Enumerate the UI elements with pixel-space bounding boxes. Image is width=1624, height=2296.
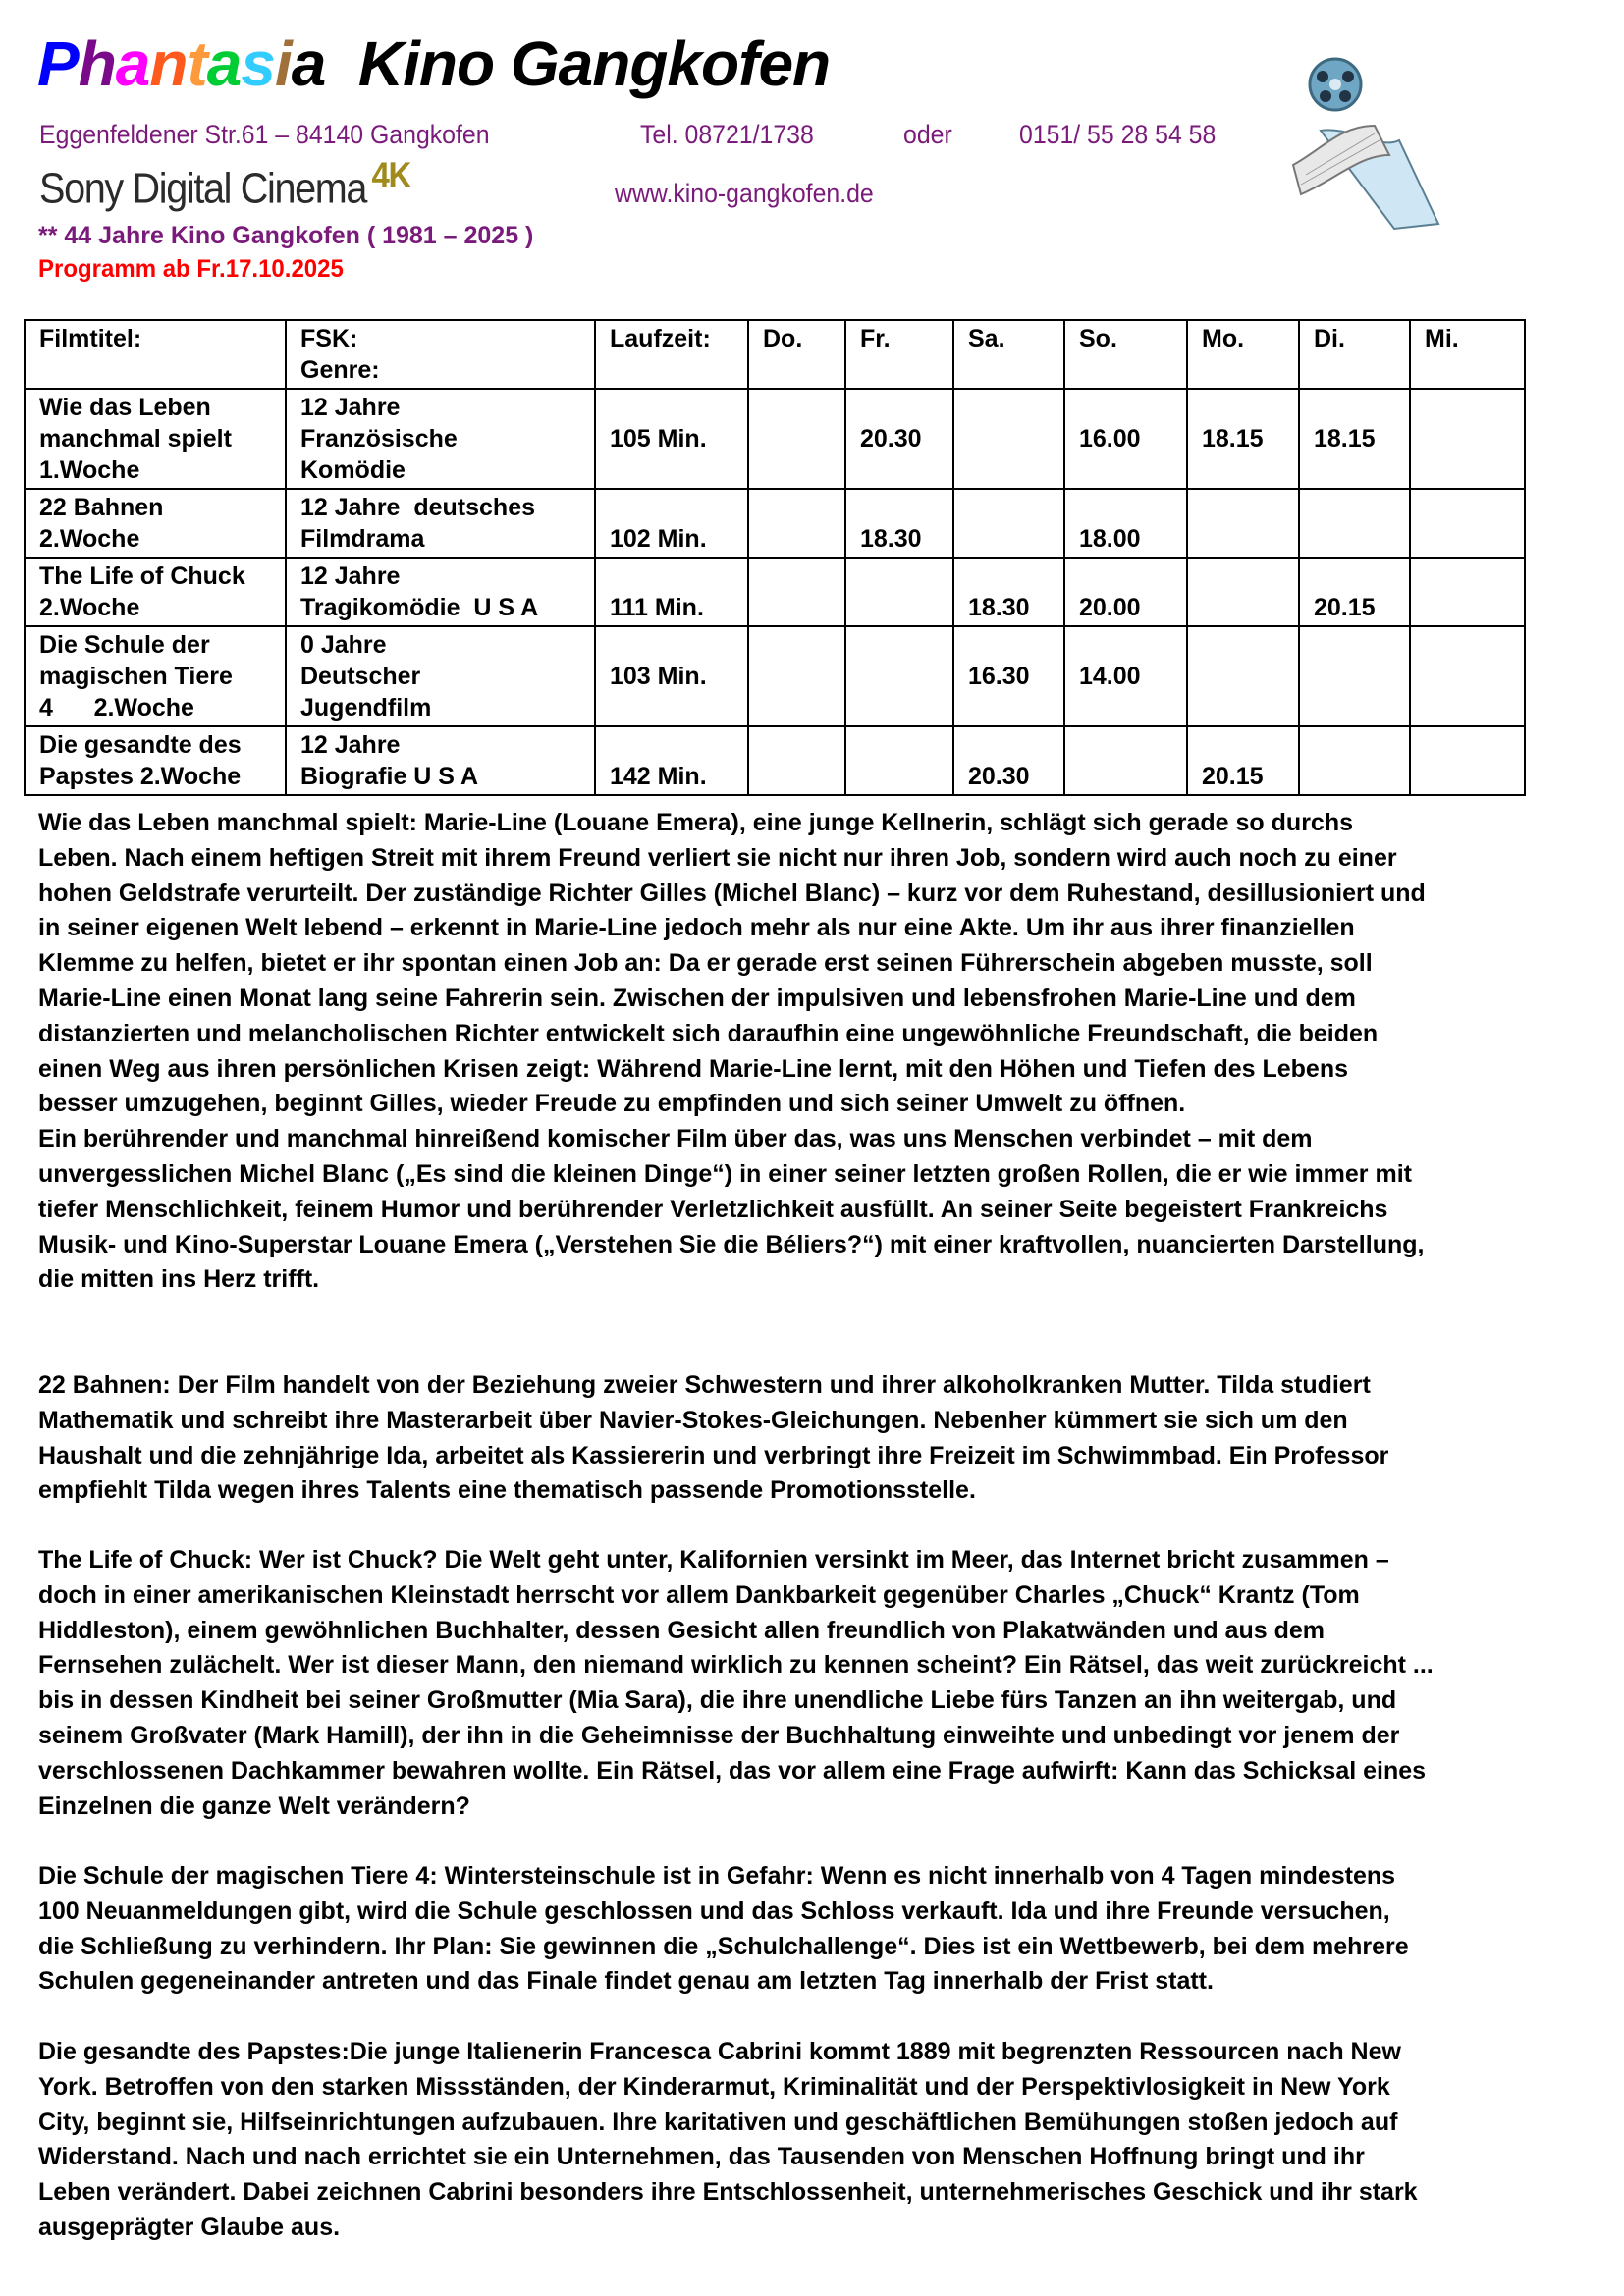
description-line: Musik- und Kino-Superstar Louane Emera („Verstehen Sie die Béliers?“) mit einer kraftvollen, nuancierten Darstellung, (38, 1230, 1425, 1258)
mobile-phone: 0151/ 55 28 54 58 (1019, 120, 1217, 149)
cell-mi (1410, 389, 1525, 489)
column-header-do: Do. (748, 320, 845, 389)
table-row (25, 489, 1525, 558)
column-header-fr: Fr. (845, 320, 953, 389)
cell-sa: 18.30 (953, 558, 1064, 626)
cell-do (748, 489, 845, 558)
cell-mi (1410, 489, 1525, 558)
cell-laufzeit: 105 Min. (595, 389, 748, 489)
description-line: Klemme zu helfen, bietet er ihr spontan einen Job an: Da er gerade erst seinen Führerschein abgeben musste, soll (38, 949, 1373, 978)
cell-sa: 16.30 (953, 626, 1064, 726)
cell-laufzeit: 103 Min. (595, 626, 748, 726)
cell-filmtitel: Wie das Leben manchmal spielt 1.Woche (25, 389, 286, 489)
schedule-table (24, 319, 1526, 796)
column-header-mi: Mi. (1410, 320, 1525, 389)
description-line: in seiner eigenen Welt lebend – erkennt in Marie-Line jedoch mehr als nur eine Akte. Um ihr aus ihrer finanziellen (38, 914, 1355, 942)
description-line: unvergesslichen Michel Blanc („Es sind die kleinen Dinge“) in einer seiner letzten großen Rollen, die er wie immer mit (38, 1159, 1412, 1188)
cell-fsk-genre: 0 Jahre Deutscher Jugendfilm (286, 626, 595, 726)
website-link[interactable]: www.kino-gangkofen.de (615, 179, 874, 208)
cell-mo: 20.15 (1187, 726, 1299, 795)
cell-fr (845, 558, 953, 626)
column-header-so: So. (1064, 320, 1187, 389)
cell-fr (845, 626, 953, 726)
film-reel-icon (1281, 57, 1468, 234)
cell-filmtitel: Die Schule der magischen Tiere 4 2.Woche (25, 626, 286, 726)
description-line: einen Weg aus ihren persönlichen Krisen zeigt: Während Marie-Line lernt, mit den Höhen und Tiefen des Lebens (38, 1054, 1349, 1083)
sony-logo-text: Sony Digital Cinema (39, 164, 367, 213)
cell-sa: 20.30 (953, 726, 1064, 795)
cell-so (1064, 726, 1187, 795)
description-line: verschlossenen Dachkammer bewahren wollte. Ein Rätsel, das vor allem eine Frage aufwirft: Kann das Schicksal eines (38, 1756, 1427, 1785)
cell-fsk-genre: 12 Jahre Tragikomödie U S A (286, 558, 595, 626)
description-line: die Schließung zu verhindern. Ihr Plan: Sie gewinnen die „Schulchallenge“. Dies ist ein Wettbewerb, bei dem mehrere (38, 1932, 1409, 1960)
phone: Tel. 08721/1738 (640, 120, 814, 149)
cell-sa (953, 389, 1064, 489)
table-row (25, 389, 1525, 489)
description-line: tiefer Menschlichkeit, feinem Humor und berührender Verletzlichkeit ausfüllt. An seiner Seite begeistert Frankreichs (38, 1195, 1388, 1223)
anniversary-note: ** 44 Jahre Kino Gangkofen ( 1981 – 2025 ) (38, 222, 534, 249)
description-line: ausgeprägter Glaube aus. (38, 2213, 341, 2241)
cell-fr: 20.30 (845, 389, 953, 489)
description-line: Einzelnen die ganze Welt verändern? (38, 1791, 470, 1820)
cell-so: 20.00 (1064, 558, 1187, 626)
description-line: Die gesandte des Papstes:Die junge Italienerin Francesca Cabrini kommt 1889 mit begrenzten Ressourcen nach New (38, 2038, 1401, 2065)
brand-letter: s (241, 28, 275, 99)
description-line: The Life of Chuck: Wer ist Chuck? Die Welt geht unter, Kalifornien versinkt im Meer, das Internet bricht zusammen – (38, 1546, 1389, 1574)
address: Eggenfeldener Str.61 – 84140 Gangkofen (39, 120, 490, 149)
brand-letter: t (187, 28, 207, 99)
cell-laufzeit: 111 Min. (595, 558, 748, 626)
cell-sa (953, 489, 1064, 558)
table-header-row (25, 320, 1525, 389)
cell-di (1299, 626, 1410, 726)
cell-mo (1187, 558, 1299, 626)
description-line: die mitten ins Herz trifft. (38, 1265, 320, 1294)
film-description (38, 1859, 1409, 2000)
description-line: York. Betroffen von den starken Missständen, der Kinderarmut, Kriminalität und der Perspektivlosigkeit in New York (38, 2072, 1390, 2101)
description-line: Die Schule der magischen Tiere 4: Wintersteinschule ist in Gefahr: Wenn es nicht innerhalb von 4 Tagen mindestens (38, 1862, 1396, 1890)
cell-mo (1187, 489, 1299, 558)
description-line: seinem Großvater (Mark Hamill), der ihn in die Geheimnisse der Buchhaltung einweihte und unbedingt vor jenem der (38, 1721, 1400, 1749)
description-line: hohen Geldstrafe verurteilt. Der zuständige Richter Gilles (Michel Blanc) – kurz vor dem Ruhestand, desillusioniert und (38, 879, 1426, 907)
phantasia-logo-text (37, 28, 325, 99)
description-line: Mathematik und schreibt ihre Masterarbeit über Navier-Stokes-Gleichungen. Nebenher kümmert sie sich um den (38, 1406, 1348, 1434)
sony-4k-badge: 4K (371, 155, 410, 195)
cell-di: 18.15 (1299, 389, 1410, 489)
description-line: Haushalt und die zehnjährige Ida, arbeitet als Kassiererin und verbringt ihre Freizeit im Schwimmbad. Ein Professor (38, 1441, 1389, 1469)
cell-mi (1410, 726, 1525, 795)
cell-fsk-genre: 12 Jahre Biografie U S A (286, 726, 595, 795)
cinema-title (37, 27, 830, 100)
column-header-laufzeit: Laufzeit: (595, 320, 748, 389)
brand-letter: a (206, 28, 242, 99)
column-header-mo: Mo. (1187, 320, 1299, 389)
cell-di: 20.15 (1299, 558, 1410, 626)
brand-letter: h (78, 28, 116, 99)
or-label: oder (903, 120, 952, 149)
cell-fr (845, 726, 953, 795)
column-header-di: Di. (1299, 320, 1410, 389)
cell-fsk-genre: 12 Jahre deutsches Filmdrama (286, 489, 595, 558)
description-line: 100 Neuanmeldungen gibt, wird die Schule geschlossen und das Schloss verkauft. Ida und ihre Freunde versuchen, (38, 1896, 1390, 1925)
column-header-sa: Sa. (953, 320, 1064, 389)
cell-di (1299, 726, 1410, 795)
column-header-fsk-genre: FSK: Genre: (286, 320, 595, 389)
film-description (38, 2035, 1418, 2246)
description-line: besser umzugehen, beginnt Gilles, wieder Freude zu empfinden und sich seiner Umwelt zu öffnen. (38, 1090, 1186, 1118)
cell-fsk-genre: 12 Jahre Französische Komödie (286, 389, 595, 489)
description-line: Schulen gegeneinander antreten und das Finale findet genau am letzten Tag innerhalb der Frist statt. (38, 1967, 1214, 1996)
cell-do (748, 726, 845, 795)
cell-so: 16.00 (1064, 389, 1187, 489)
description-line: Marie-Line einen Monat lang seine Fahrerin sein. Zwischen der impulsiven und lebensfrohen Marie-Line und dem (38, 984, 1356, 1012)
cell-mi (1410, 558, 1525, 626)
description-line: Leben verändert. Dabei zeichnen Cabrini besonders ihre Entschlossenheit, unternehmerisches Geschick und ihr stark (38, 2178, 1418, 2207)
brand-letter: n (149, 28, 188, 99)
cell-fr: 18.30 (845, 489, 953, 558)
description-line: empfiehlt Tilda wegen ihres Talents eine thematisch passende Promotionsstelle. (38, 1476, 976, 1505)
cell-laufzeit: 102 Min. (595, 489, 748, 558)
description-line: Fernsehen zulächelt. Wer ist dieser Mann, den niemand wirklich zu kennen scheint? Ein Rätsel, das weit zurückreicht ... (38, 1651, 1434, 1680)
description-line: 22 Bahnen: Der Film handelt von der Beziehung zweier Schwestern und ihrer alkoholkranken Mutter. Tilda studiert (38, 1371, 1371, 1399)
brand-letter: i (274, 28, 292, 99)
cell-mo: 18.15 (1187, 389, 1299, 489)
description-line: Hiddleston), einem gewöhnlichen Buchhalter, dessen Gesicht allen freundlich von Plakatwänden und aus dem (38, 1616, 1325, 1644)
description-line: Ein berührender und manchmal hinreißend komischer Film über das, was uns Menschen verbindet – mit dem (38, 1125, 1313, 1153)
description-line: Wie das Leben manchmal spielt: Marie-Line (Louane Emera), eine junge Kellnerin, schlägt sich gerade so durchs (38, 809, 1354, 836)
cell-do (748, 626, 845, 726)
cell-do (748, 389, 845, 489)
brand-letter: P (37, 28, 79, 99)
cell-di (1299, 489, 1410, 558)
description-line: City, beginnt sie, Hilfseinrichtungen aufzubauen. Ihre karitativen und geschäftlichen Bemühungen stoßen jedoch auf (38, 2108, 1398, 2136)
cell-so: 18.00 (1064, 489, 1187, 558)
brand-letter: a (115, 28, 150, 99)
cell-do (748, 558, 845, 626)
cell-filmtitel: 22 Bahnen 2.Woche (25, 489, 286, 558)
cell-mo (1187, 626, 1299, 726)
cell-so: 14.00 (1064, 626, 1187, 726)
brand-letter: a (291, 28, 326, 99)
film-description (38, 1368, 1388, 1509)
description-line: bis in dessen Kindheit bei seiner Großmutter (Mia Sara), die ihre unendliche Liebe fürs Tanzen an ihn weitergab, und (38, 1686, 1397, 1715)
cell-mi (1410, 626, 1525, 726)
description-line: Leben. Nach einem heftigen Streit mit ihrem Freund verliert sie nicht nur ihren Job, sondern wird auch noch zu einer (38, 843, 1397, 872)
column-header-filmtitel: Filmtitel: (25, 320, 286, 389)
cell-filmtitel: The Life of Chuck 2.Woche (25, 558, 286, 626)
table-row (25, 558, 1525, 626)
description-line: distanzierten und melancholischen Richter entwickelt sich daraufhin eine ungewöhnliche Freundschaft, die beiden (38, 1019, 1379, 1047)
table-row (25, 726, 1525, 795)
cinema-name: Kino Gangkofen (357, 28, 831, 99)
description-line: Widerstand. Nach und nach errichtet sie ein Unternehmen, das Tausenden von Menschen Hoffnung bringt und ihr (38, 2143, 1365, 2171)
program-date: Programm ab Fr.17.10.2025 (38, 255, 344, 283)
cell-filmtitel: Die gesandte des Papstes 2.Woche (25, 726, 286, 795)
film-description (38, 1543, 1434, 1824)
cell-laufzeit: 142 Min. (595, 726, 748, 795)
table-row (25, 626, 1525, 726)
description-line: doch in einer amerikanischen Kleinstadt herrscht vor allem Dankbarkeit gegenüber Charles „Chuck“ Krantz (Tom (38, 1580, 1360, 1609)
film-description (38, 806, 1426, 1298)
sony-digital-cinema-logo (39, 155, 410, 214)
